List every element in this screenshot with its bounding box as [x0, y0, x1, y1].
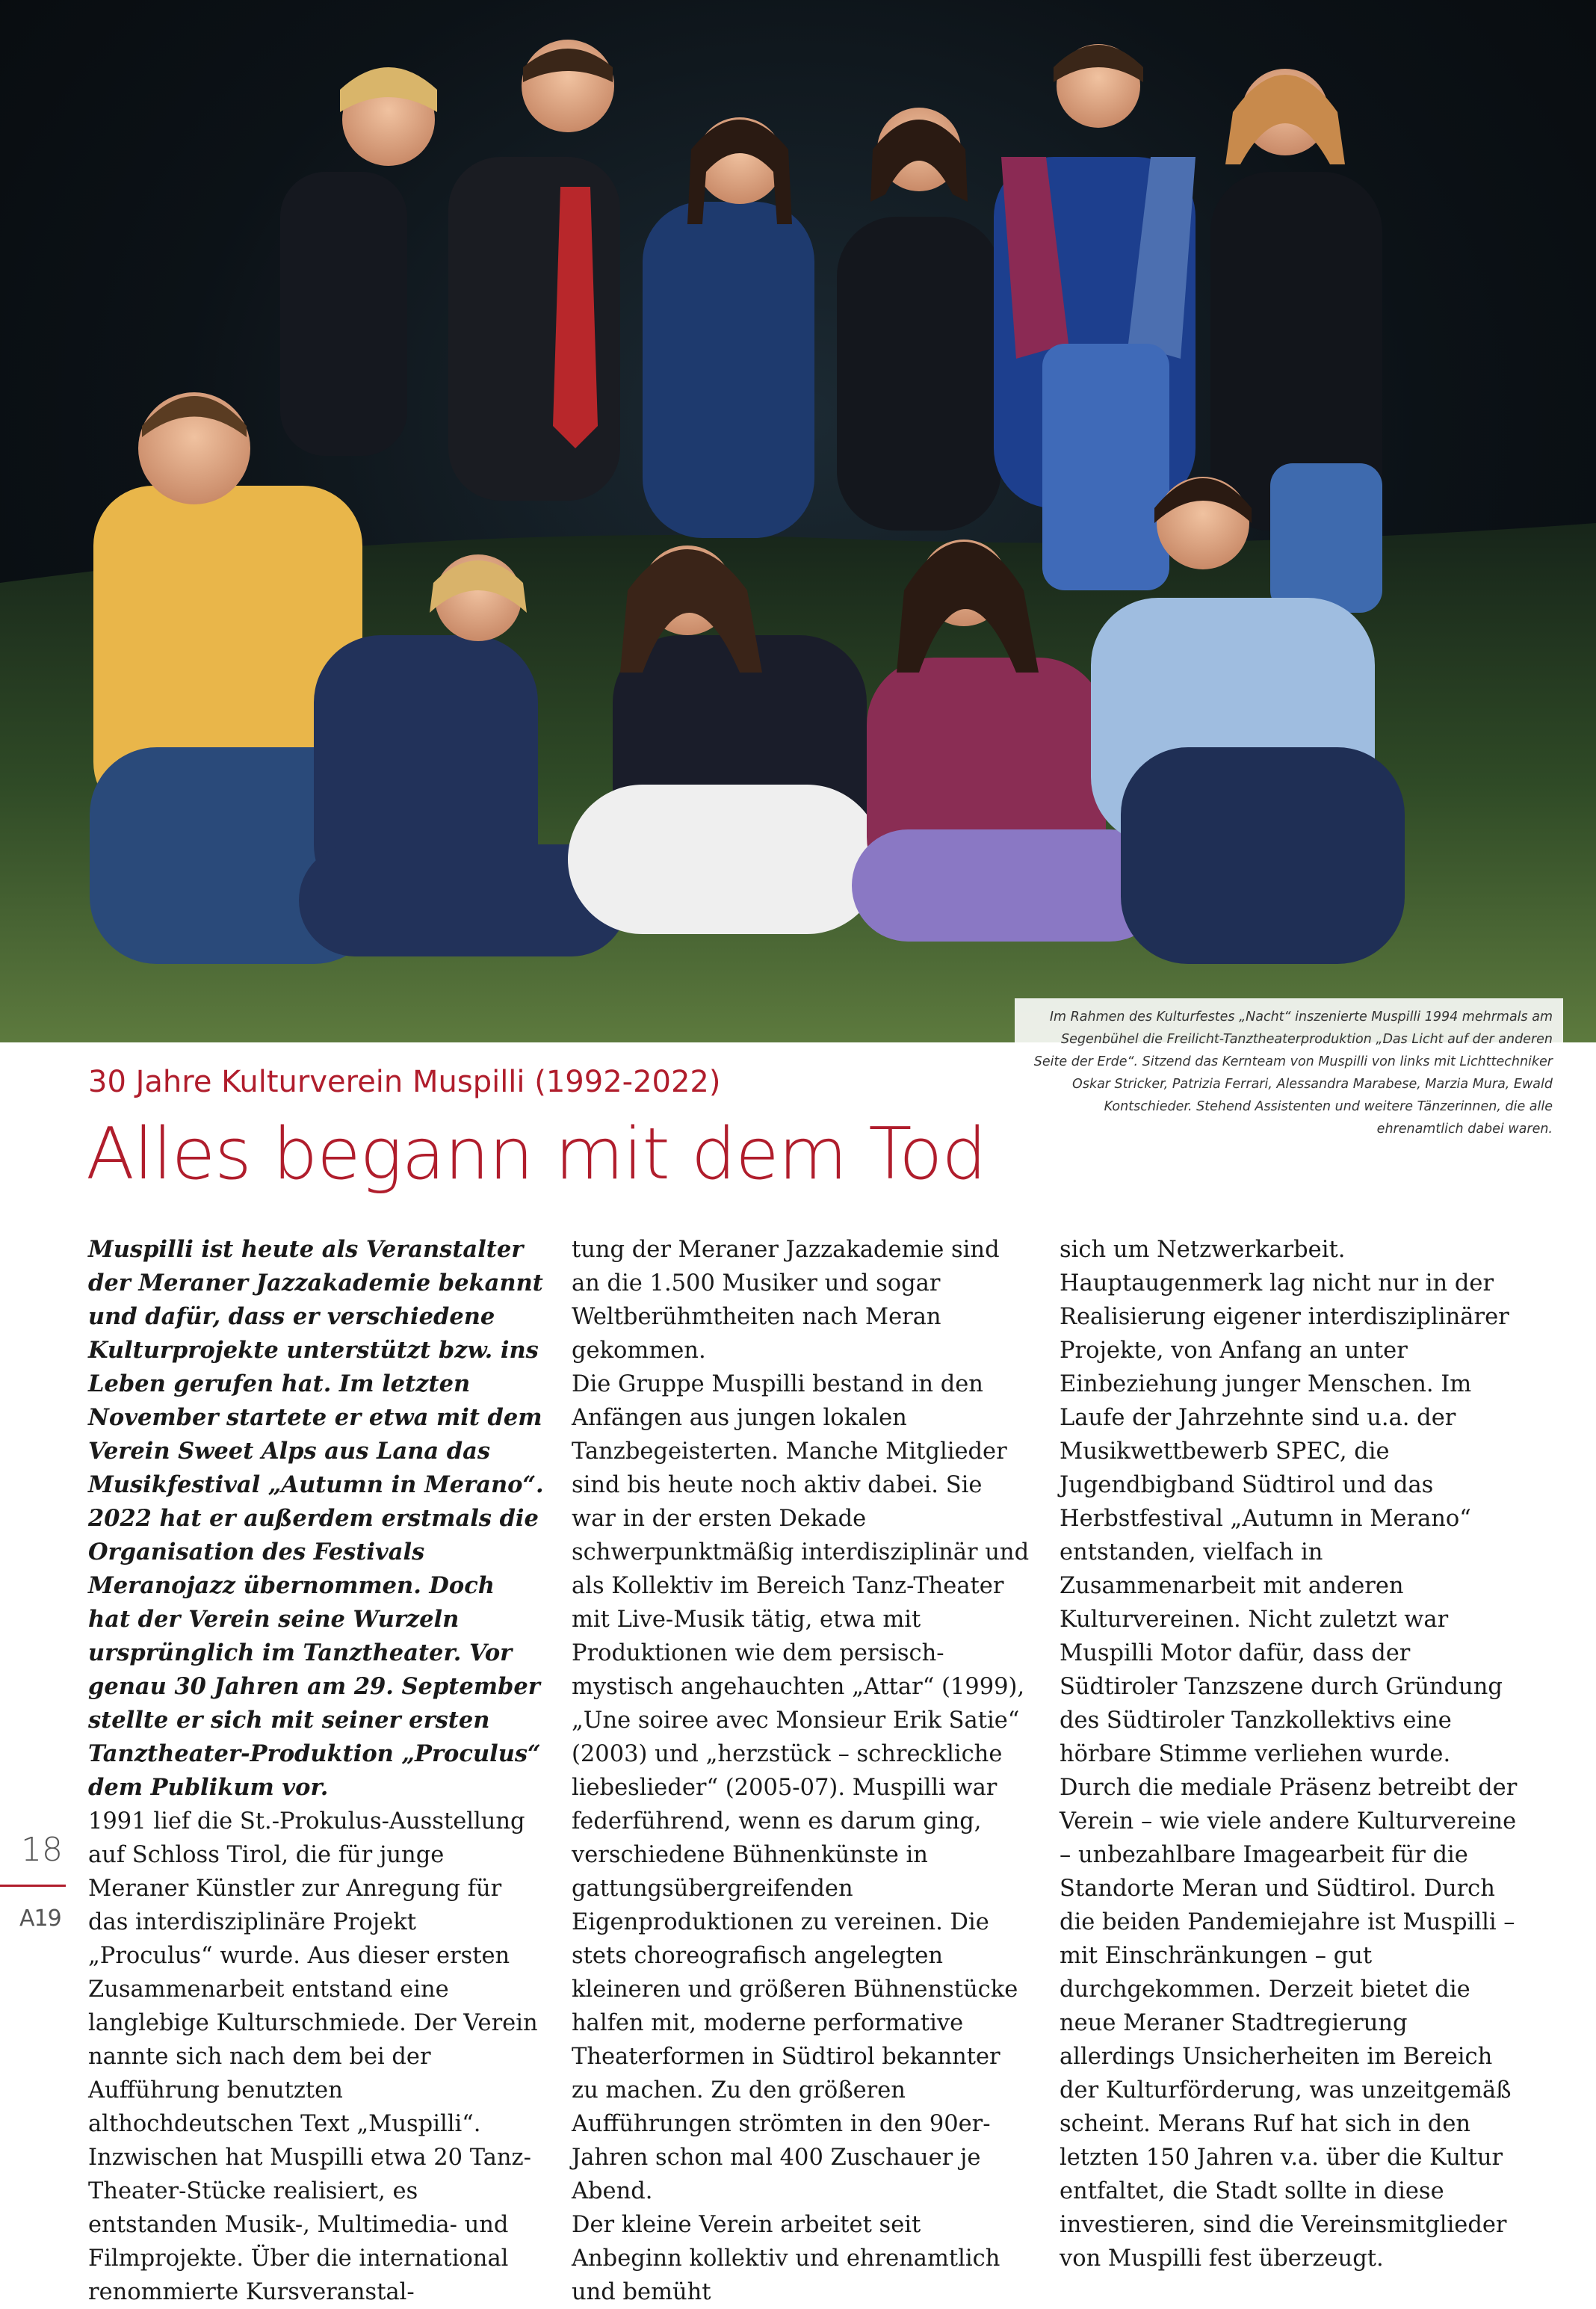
group-photo: [0, 0, 1596, 1042]
article-lead: Muspilli ist heute als Veranstalter der Meraner Jazzakademie bekannt und dafür, dass er verschiedene Kulturprojekte unterstützt bzw. ins Leben gerufen hat. Im letzten November startete er etwa mit dem Verein Sweet Alps aus Lana das Musikfestival „Autumn in Merano“. 2022 hat er außerdem erstmals die Organisation des Festivals Meranojazz übernommen. Doch hat der Verein seine Wurzeln ursprünglich im Tanztheater. Vor genau 30 Jahren am 29. September stellte er sich mit seiner ersten Tanztheater-Produktion „Proculus“ dem Publikum vor.: [88, 1236, 544, 1801]
article-title: Alles begann mit dem Tod: [86, 1113, 986, 1196]
article-paragraph: tung der Meraner Jazzakademie sind an die 1.500 Musiker und sogar Weltberühmtheiten nach Meran gekommen.: [572, 1237, 1000, 1364]
article-paragraph: Der kleine Verein arbeitet seit Anbeginn kollektiv und ehrenamtlich und bemüht: [572, 2212, 1000, 2305]
article-column-1: [88, 1233, 544, 2309]
article-paragraph: Durch die mediale Präsenz betreibt der Verein – wie viele andere Kulturvereine – unbezahlbare Imagearbeit für die Standorte Meran und Südtirol. Durch die beiden Pandemiejahre ist Muspilli – mit Einschränkungen – gut durchgekommen. Derzeit bietet die neue Meraner Stadtregierung allerdings Unsicherheiten im Bereich der Kulturförderung, was unzeitgemäß scheint. Merans Ruf hat sich in den letzten 150 Jahren v.a. über die Kultur entfaltet, die Stadt sollte in diese investieren, sind die Vereinsmitglieder von Muspilli fest überzeugt.: [1060, 1775, 1518, 2272]
article-paragraph: sich um Netzwerkarbeit. Hauptaugenmerk lag nicht nur in der Realisierung eigener interdisziplinärer Projekte, von Anfang an unter Einbeziehung junger Menschen. Im Laufe der Jahrzehnte sind u.a. der Musikwettbewerb SPEC, die Jugendbigband Südtirol und das Herbstfestival „Autumn in Merano“ entstanden, vielfach in Zusammenarbeit mit anderen Kulturvereinen. Nicht zuletzt war Muspilli Motor dafür, dass der Südtiroler Tanzszene durch Gründung des Südtiroler Tanzkollektivs eine hörbare Stimme verliehen wurde.: [1060, 1237, 1509, 1767]
issue-mark: A19: [19, 1905, 61, 1932]
article-kicker: 30 Jahre Kulturverein Muspilli (1992-2022): [88, 1065, 721, 1099]
article-paragraph: Die Gruppe Muspilli bestand in den Anfängen aus jungen lokalen Tanzbegeisterten. Manche Mitglieder sind bis heute noch aktiv dabei. Sie war in der ersten Dekade schwerpunktmäßig interdisziplinär und als Kollektiv im Bereich Tanz-Theater mit Live-Musik tätig, etwa mit Produktionen wie dem persisch-mystisch angehauchten „Attar“ (1999), „Une soiree avec Monsieur Erik Satie“ (2003) und „herzstück – schreckliche liebeslieder“ (2005-07). Muspilli war federführend, wenn es darum ging, verschiedene Bühnenkünste in gattungsübergreifenden Eigenproduktionen zu vereinen. Die stets choreografisch angelegten kleineren und größeren Bühnenstücke halfen mit, moderne performative Theaterformen in Südtirol bekannter zu machen. Zu den größeren Aufführungen strömten in den 90er-Jahren schon mal 400 Zuschauer je Abend.: [572, 1371, 1030, 2204]
page-number: 18: [21, 1831, 63, 1869]
group-photo-illustration: [0, 0, 1596, 1042]
article-paragraph: 1991 lief die St.-Prokulus-Ausstellung auf Schloss Tirol, die für junge Meraner Künstler zur Anregung für das interdisziplinäre Projekt „Proculus“ wurde. Aus dieser ersten Zusammenarbeit entstand eine langlebige Kulturschmiede. Der Verein nannte sich nach dem bei der Aufführung benutzten althochdeutschen Text „Muspilli“. Inzwischen hat Muspilli etwa 20 Tanz-Theater-Stücke realisiert, es entstanden Musik-, Multimedia- und Filmprojekte. Über die international renommierte Kursveranstal-: [88, 1808, 538, 2305]
article-column-2: [572, 1233, 1031, 2309]
page-divider: [0, 1885, 66, 1887]
photo-caption: Im Rahmen des Kulturfestes „Nacht“ inszenierte Muspilli 1994 mehrmals am Segenbühel die Freilicht-Tanztheaterproduktion „Das Licht auf der anderen Seite der Erde“. Sitzend das Kernteam von Muspilli von links mit Lichttechniker Oskar Stricker, Patrizia Ferrari, Alessandra Marabese, Marzia Mura, Ewald Kontschieder. Stehend Assistenten und weitere Tänzerinnen, die alle ehrenamtlich dabei waren.: [1015, 998, 1563, 1148]
article-column-3: [1060, 1233, 1519, 2275]
